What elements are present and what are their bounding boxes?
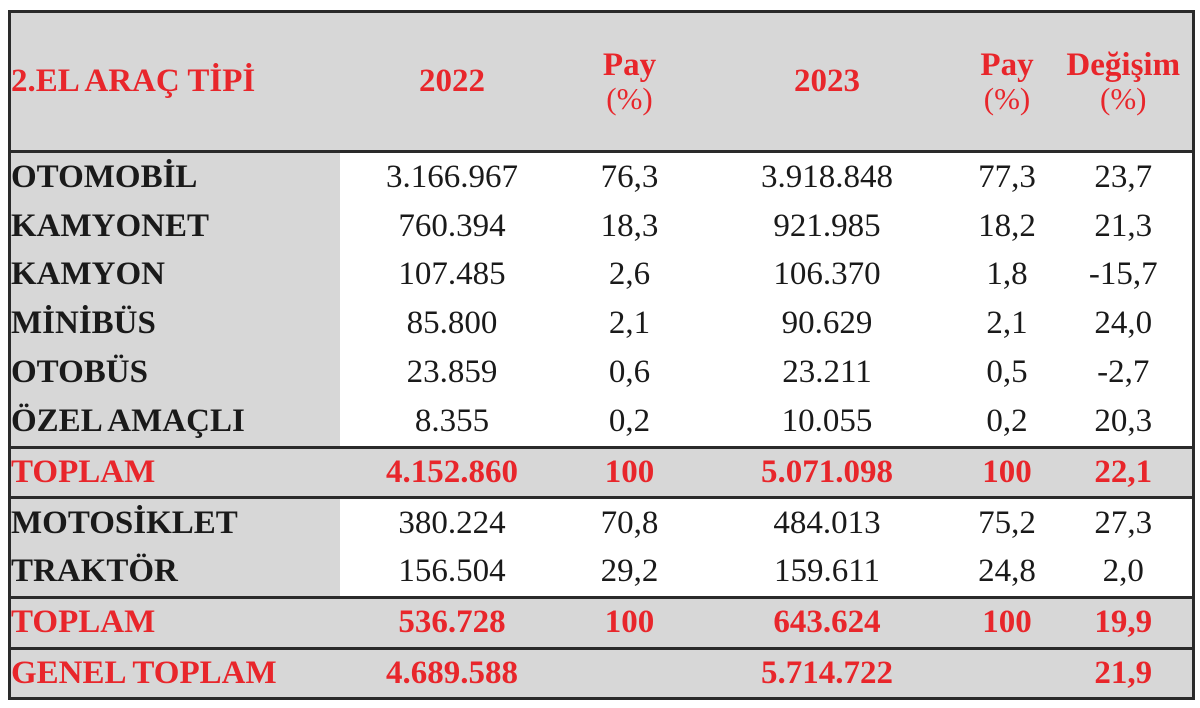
share-2022-cell: 76,3 — [600, 158, 659, 195]
change-cell: -15,7 — [1088, 256, 1158, 293]
table-row — [10, 299, 1194, 348]
vehicle-type-cell: TOPLAM — [10, 598, 340, 648]
share-2023-cell: 0,2 — [986, 402, 1028, 439]
change-cell: 21,3 — [1094, 207, 1153, 244]
vehicle-type-cell: OTOMOBİL — [10, 152, 340, 202]
header-share-2022-line2: (%) — [606, 80, 653, 116]
share-2022-cell — [565, 648, 695, 698]
vehicle-type-cell: KAMYONET — [10, 202, 340, 251]
share-2023-cell: 18,2 — [978, 207, 1036, 244]
share-2022-cell: 100 — [565, 447, 695, 497]
header-change-line1: Değişim — [1066, 46, 1181, 83]
table-row — [10, 202, 1194, 251]
share-2023-cell: 77,3 — [978, 158, 1036, 195]
value-2022-cell: 760.394 — [398, 207, 506, 244]
table-row — [10, 497, 1194, 547]
total-row — [10, 447, 1194, 497]
change-cell: 27,3 — [1094, 504, 1153, 541]
change-cell: -2,7 — [1097, 353, 1150, 390]
value-2022-cell: 107.485 — [398, 256, 506, 293]
share-2022-cell: 70,8 — [600, 504, 659, 541]
change-cell: 20,3 — [1094, 402, 1153, 439]
value-2022-cell: 8.355 — [414, 402, 490, 439]
share-2022-cell: 0,2 — [608, 402, 651, 439]
header-change-line2: (%) — [1100, 80, 1147, 116]
value-2022-cell: 156.504 — [398, 553, 506, 590]
change-cell: 23,7 — [1094, 158, 1153, 195]
share-2023-cell: 75,2 — [978, 504, 1036, 541]
value-2023-cell: 5.714.722 — [695, 648, 960, 698]
share-2023-cell: 0,5 — [986, 353, 1028, 390]
total-row — [10, 598, 1194, 648]
table-row — [10, 152, 1194, 202]
share-2023-cell: 100 — [960, 598, 1055, 648]
table-row — [10, 348, 1194, 397]
value-2023-cell: 90.629 — [781, 305, 873, 342]
value-2023-cell: 3.918.848 — [761, 158, 893, 195]
value-2022-cell: 23.859 — [406, 353, 498, 390]
share-2022-cell: 0,6 — [608, 353, 651, 390]
header-year-2022: 2022 — [340, 12, 565, 152]
header-change — [1055, 12, 1194, 152]
change-cell: 21,9 — [1055, 648, 1194, 698]
share-2023-cell — [960, 648, 1055, 698]
share-2022-cell: 2,1 — [608, 305, 651, 342]
change-cell: 22,1 — [1055, 447, 1194, 497]
vehicle-type-cell: TRAKTÖR — [10, 548, 340, 598]
vehicle-type-cell: KAMYON — [10, 251, 340, 300]
header-vehicle-type: 2.EL ARAÇ TİPİ — [10, 12, 340, 152]
table-row — [10, 397, 1194, 447]
header-share-2023-line1: Pay — [980, 46, 1034, 83]
share-2023-cell: 2,1 — [986, 305, 1028, 342]
table-row — [10, 548, 1194, 598]
share-2022-cell: 29,2 — [600, 553, 659, 590]
vehicle-type-cell: GENEL TOPLAM — [10, 648, 340, 698]
vehicle-sales-table — [8, 10, 1195, 700]
vehicle-type-cell: TOPLAM — [10, 447, 340, 497]
value-2023-cell: 10.055 — [781, 402, 873, 439]
value-2022-cell: 4.152.860 — [340, 447, 565, 497]
vehicle-type-cell: MOTOSİKLET — [10, 497, 340, 547]
value-2023-cell: 23.211 — [782, 353, 872, 390]
value-2022-cell: 536.728 — [340, 598, 565, 648]
value-2022-cell: 85.800 — [406, 305, 498, 342]
share-2023-cell: 24,8 — [978, 553, 1036, 590]
header-year-2023: 2023 — [695, 12, 960, 152]
value-2023-cell: 106.370 — [773, 256, 881, 293]
change-cell: 19,9 — [1055, 598, 1194, 648]
change-cell: 2,0 — [1102, 553, 1144, 590]
share-2022-cell: 100 — [565, 598, 695, 648]
vehicle-type-cell: ÖZEL AMAÇLI — [10, 397, 340, 447]
header-share-2022 — [565, 12, 695, 152]
header-share-2023 — [960, 12, 1055, 152]
header-share-2022-line1: Pay — [602, 46, 657, 83]
value-2022-cell: 4.689.588 — [340, 648, 565, 698]
value-2023-cell: 921.985 — [773, 207, 881, 244]
value-2023-cell: 159.611 — [773, 553, 881, 590]
table-body — [10, 152, 1194, 699]
value-2022-cell: 380.224 — [398, 504, 506, 541]
share-2023-cell: 100 — [960, 447, 1055, 497]
header-share-2023-line2: (%) — [983, 80, 1031, 116]
header-row — [10, 12, 1194, 152]
share-2023-cell: 1,8 — [986, 256, 1028, 293]
value-2023-cell: 643.624 — [695, 598, 960, 648]
change-cell: 24,0 — [1094, 305, 1153, 342]
share-2022-cell: 18,3 — [600, 207, 659, 244]
vehicle-type-cell: MİNİBÜS — [10, 299, 340, 348]
table-row — [10, 251, 1194, 300]
share-2022-cell: 2,6 — [608, 256, 651, 293]
vehicle-type-cell: OTOBÜS — [10, 348, 340, 397]
grand-total-row — [10, 648, 1194, 698]
value-2022-cell: 3.166.967 — [386, 158, 518, 195]
value-2023-cell: 484.013 — [773, 504, 881, 541]
value-2023-cell: 5.071.098 — [695, 447, 960, 497]
